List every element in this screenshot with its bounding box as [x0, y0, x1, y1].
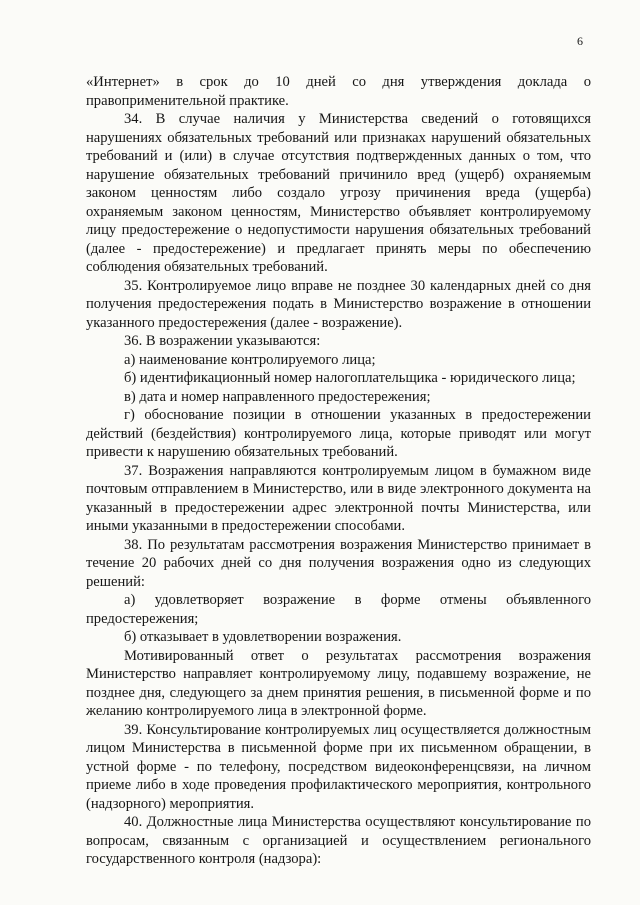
paragraph: 36. В возражении указываются: — [124, 333, 321, 349]
paragraph: 35. Контролируемое лицо вправе не позднее 30 календарных дней со дня получения предостережения подать в Министерство возражение в отношении указанного предостережения (далее - возражение). — [86, 277, 591, 331]
paragraph: б) идентификационный номер налогоплательщика - юридического лица; — [124, 370, 576, 386]
paragraph: 39. Консультирование контролируемых лиц осуществляется должностным лицом Министерства в письменной форме при их письменном обращении, в устной форме - по телефону, посредством видеоконференцсвязи, на личном приеме либо в ходе проведения профилактического мероприятия, контрольного (надзорного) мероприятия. — [86, 721, 591, 812]
paragraph: 38. По результатам рассмотрения возражения Министерство принимает в течение 20 рабочих дней со дня получения возражения одно из следующих решений: — [86, 536, 591, 590]
paragraph: «Интернет» в срок до 10 дней со дня утверждения доклада о правоприменительной практике. — [86, 74, 591, 109]
paragraph: 34. В случае наличия у Министерства сведений о готовящихся нарушениях обязательных требований или признаках нарушений обязательных требований и (или) в случае отсутствия подтвержденных данных о том, что нарушение обязательных требований причинило вред (ущерб) охраняемым законом ценностям либо создало угрозу причинения вреда (ущерба) охраняемым законом ценностям, Министерство объявляет контролируемому лицу предостережение о недопустимости нарушения обязательных требований (далее - предостережение) и предлагает принять меры по обеспечению соблюдения обязательных требований. — [86, 111, 591, 275]
page-number: 6 — [577, 34, 583, 48]
paragraph: в) дата и номер направленного предостережения; — [124, 388, 431, 405]
paragraph: а) наименование контролируемого лица; — [124, 351, 376, 368]
paragraph: Мотивированный ответ о результатах рассмотрения возражения Министерство направляет контролируемому лицу, подавшему возражение, не позднее дня, следующего за днем принятия решения, в письменной форме и по желанию контролируемого лица в электронной форме. — [86, 647, 591, 719]
paragraph: г) обоснование позиции в отношении указанных в предостережении действий (бездействия) контролируемого лица, которые приводят или могут привести к нарушению обязательных требований. — [86, 407, 591, 460]
paragraph: б) отказывает в удовлетворении возражения. — [124, 629, 402, 645]
document-body — [86, 73, 591, 869]
paragraph: а) удовлетворяет возражение в форме отмены объявленного предостережения; — [86, 592, 591, 627]
paragraph: 40. Должностные лица Министерства осуществляют консультирование по вопросам, связанным с организацией и осуществлением регионального государственного контроля (надзора): — [86, 814, 591, 867]
paragraph: 37. Возражения направляются контролируемым лицом в бумажном виде почтовым отправлением в Министерство, или в виде электронного документа на указанный в предостережении адрес электронной почты Министерства, или иными указанными в предостережении способами. — [86, 462, 591, 534]
